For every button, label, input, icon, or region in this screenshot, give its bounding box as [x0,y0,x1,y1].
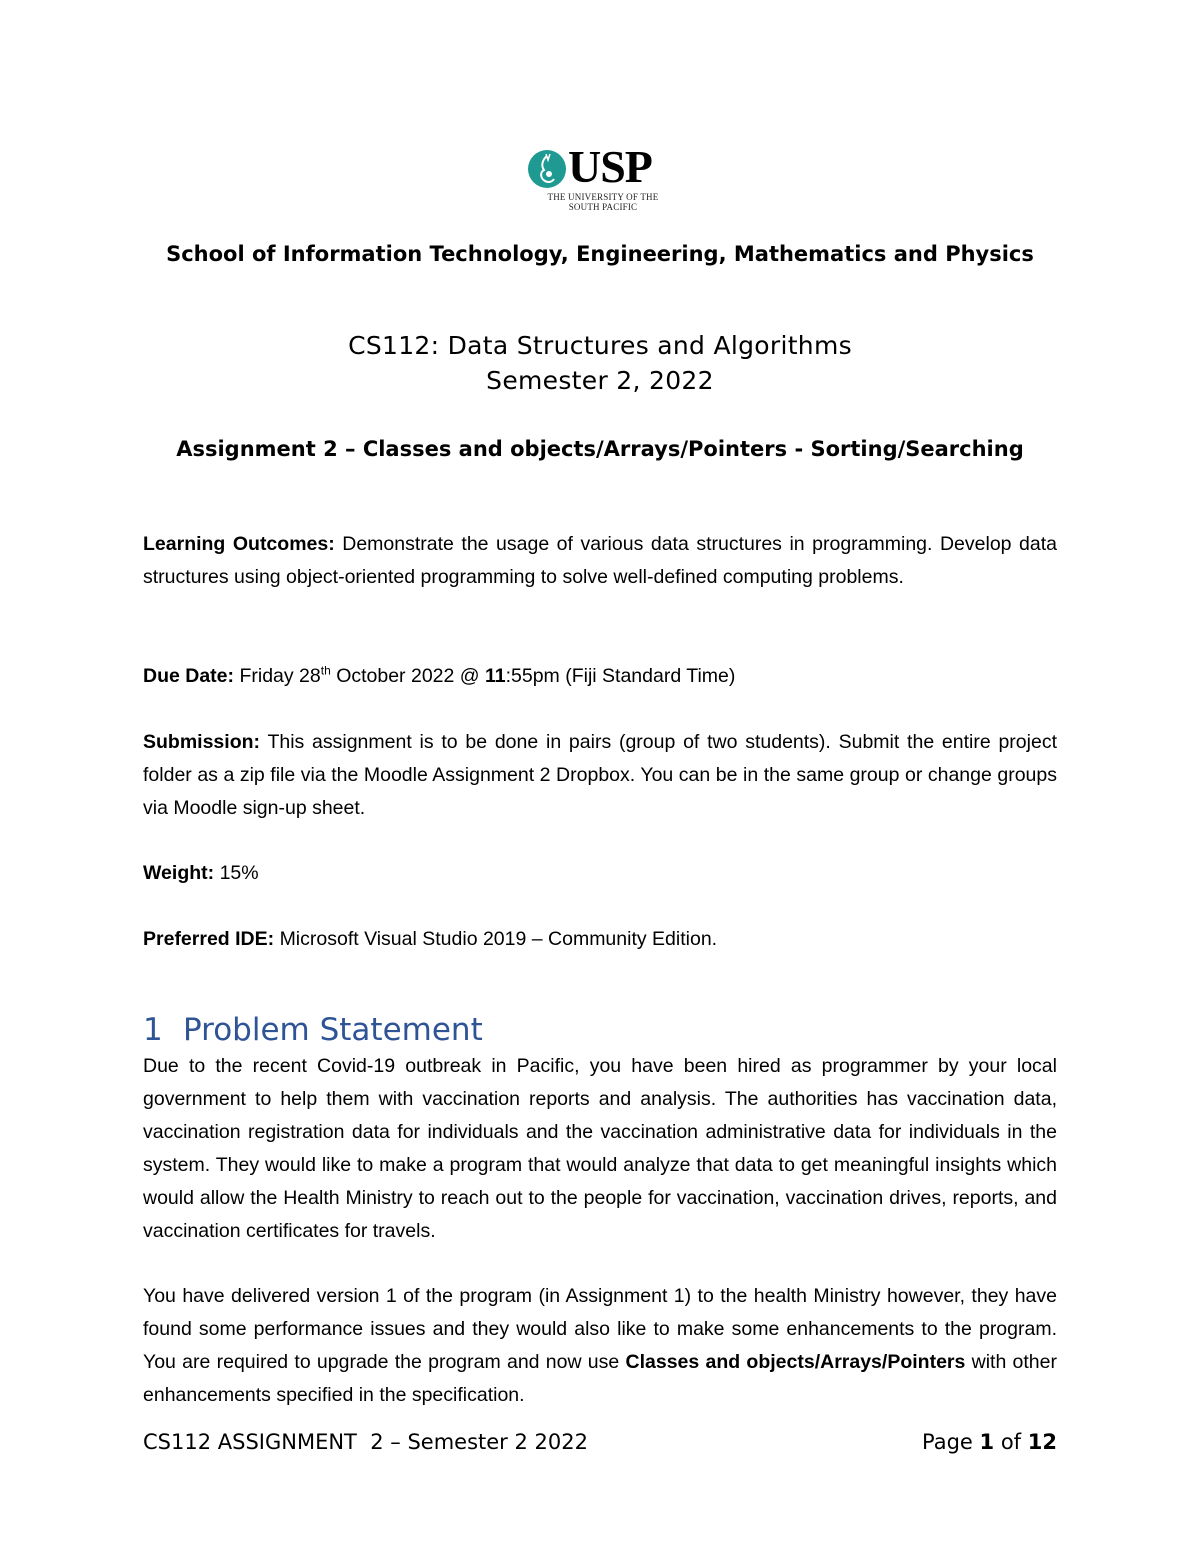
section-number: 1 [143,1012,163,1048]
problem-paragraph-2 [143,1280,1057,1412]
section-heading [143,1010,483,1050]
due-date-text-before: Friday 28 [239,665,321,687]
page-number [922,1427,1057,1457]
usp-logo [528,141,678,212]
logo-subtitle [528,192,678,212]
learning-outcomes [143,528,1057,594]
page-word: Page [921,1430,973,1454]
preferred-ide [143,923,1057,956]
due-date-sup: th [320,663,331,678]
footer-left: CS112 ASSIGNMENT 2 – Semester 2 2022 [143,1430,588,1454]
due-date-text-mid: October 2022 @ [336,665,480,687]
learning-outcomes-label: Learning Outcomes: [143,533,335,555]
usp-emblem-icon [528,150,566,188]
of-word: of [1000,1430,1022,1454]
submission-label: Submission: [143,731,261,753]
weight-label: Weight: [143,862,215,884]
due-date-time-bold: 11 [484,665,506,687]
preferred-ide-value: Microsoft Visual Studio 2019 – Community Edition. [279,928,718,950]
semester: Semester 2, 2022 [486,366,714,395]
course-block [140,328,1060,398]
problem-paragraph-1: Due to the recent Covid-19 outbreak in Pacific, you have been hired as programmer by your local government to help them with vaccination reports and analysis. The authorities has vaccination data, vaccination registration data for individuals and the vaccination administrative data for individuals in the system. They would like to make a program that would analyze that data to get meaningful insights which would allow the Health Ministry to reach out to the people for vaccination, vaccination drives, reports, and vaccination certificates for travels. [143,1055,1057,1242]
school-name: School of Information Technology, Engineering, Mathematics and Physics [166,242,1034,266]
due-date-label: Due Date: [143,665,235,687]
section-title: Problem Statement [183,1012,483,1048]
page-footer [143,1427,1057,1457]
weight [143,857,1057,890]
problem-paragraph-2-after: with other enhancements specified in the specification. [143,1351,1057,1406]
page-current: 1 [979,1430,995,1454]
assignment-title: Assignment 2 – Classes and objects/Arrays/Pointers - Sorting/Searching [176,437,1024,461]
logo-wordmark: USP [568,141,652,192]
due-date-text-after: :55pm (Fiji Standard Time) [505,665,736,687]
logo-subtitle-line2: SOUTH PACIFIC [568,202,638,212]
problem-paragraph-2-before: You have delivered version 1 of the program (in Assignment 1) to the health Ministry however, they have found some performance issues and they would also like to make some enhancements to the program. You are required to upgrade the program and now use [143,1285,1057,1373]
page-total: 12 [1027,1430,1057,1454]
preferred-ide-label: Preferred IDE: [143,928,275,950]
submission [143,726,1057,825]
course-title: CS112: Data Structures and Algorithms [348,331,852,360]
learning-outcomes-text: Demonstrate the usage of various data structures in programming. Develop data structures using object-oriented programming to solve well-defined computing problems. [143,533,1057,588]
logo-subtitle-line1: THE UNIVERSITY OF THE [547,192,659,202]
problem-paragraph-2-bold: Classes and objects/Arrays/Pointers [625,1351,966,1373]
weight-value: 15% [219,862,259,884]
submission-text: This assignment is to be done in pairs (group of two students). Submit the entire project folder as a zip file via the Moodle Assignment 2 Dropbox. You can be in the same group or change groups via Moodle sign-up sheet. [143,731,1057,819]
due-date [143,660,1057,693]
